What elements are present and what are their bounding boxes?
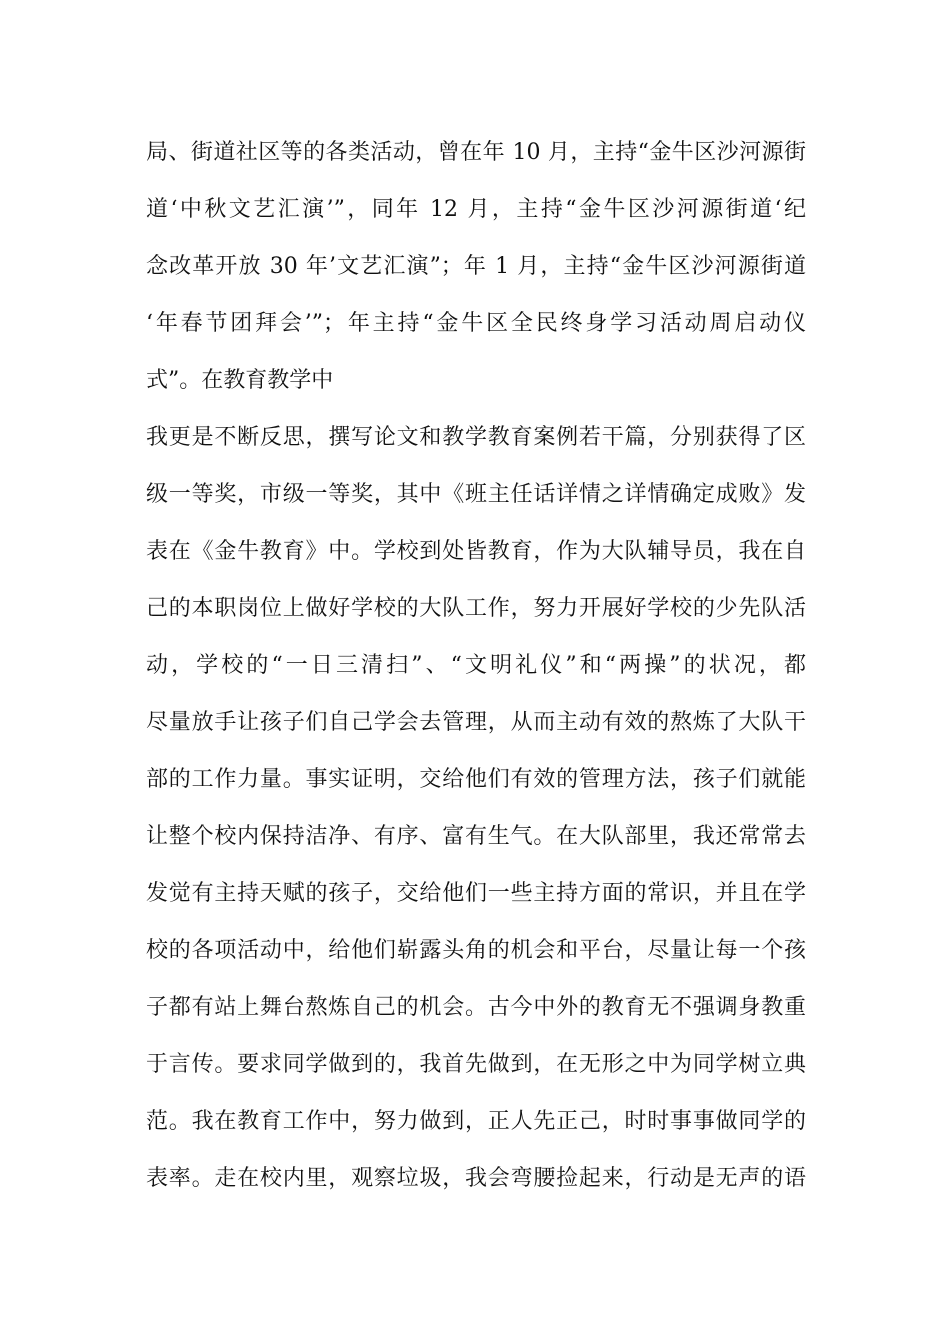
text-line: 动，学校的“一日三清扫”、“文明礼仪”和“两操”的状况，都	[146, 653, 806, 678]
text-line: 范。我在教育工作中，努力做到，正人先正己，时时事事做同学的	[146, 1109, 806, 1134]
text-line: ‘年春节团拜会’”；年主持“金牛区全民终身学习活动周启动仪	[146, 311, 806, 336]
text-line: 道‘中秋文艺汇演’”，同年 12 月，主持“金牛区沙河源街道‘纪	[146, 197, 806, 222]
text-line: 表在《金牛教育》中。学校到处皆教育，作为大队辅导员，我在自	[146, 539, 806, 564]
text-line: 级一等奖，市级一等奖，其中《班主任话详情之详情确定成败》发	[146, 482, 806, 507]
text-line: 念改革开放 30 年’文艺汇演”；年 1 月，主持“金牛区沙河源街道	[146, 254, 806, 279]
text-line: 尽量放手让孩子们自己学会去管理，从而主动有效的熬炼了大队干	[146, 710, 806, 735]
text-line: 校的各项活动中，给他们崭露头角的机会和平台，尽量让每一个孩	[146, 938, 806, 963]
text-line: 让整个校内保持洁净、有序、富有生气。在大队部里，我还常常去	[146, 824, 806, 849]
text-line: 局、街道社区等的各类活动，曾在年 10 月，主持“金牛区沙河源街	[146, 140, 806, 165]
text-line: 式”。在教育教学中	[146, 368, 334, 393]
text-line: 于言传。要求同学做到的，我首先做到，在无形之中为同学树立典	[146, 1052, 806, 1077]
text-line: 己的本职岗位上做好学校的大队工作，努力开展好学校的少先队活	[146, 596, 806, 621]
text-line: 我更是不断反思，撰写论文和教学教育案例若干篇，分别获得了区	[146, 425, 806, 450]
text-line: 部的工作力量。事实证明，交给他们有效的管理方法，孩子们就能	[146, 767, 806, 792]
text-line: 子都有站上舞台熬炼自己的机会。古今中外的教育无不强调身教重	[146, 995, 806, 1020]
text-line: 表率。走在校内里，观察垃圾，我会弯腰捡起来，行动是无声的语	[146, 1166, 806, 1191]
text-line: 发觉有主持天赋的孩子，交给他们一些主持方面的常识，并且在学	[146, 881, 806, 906]
